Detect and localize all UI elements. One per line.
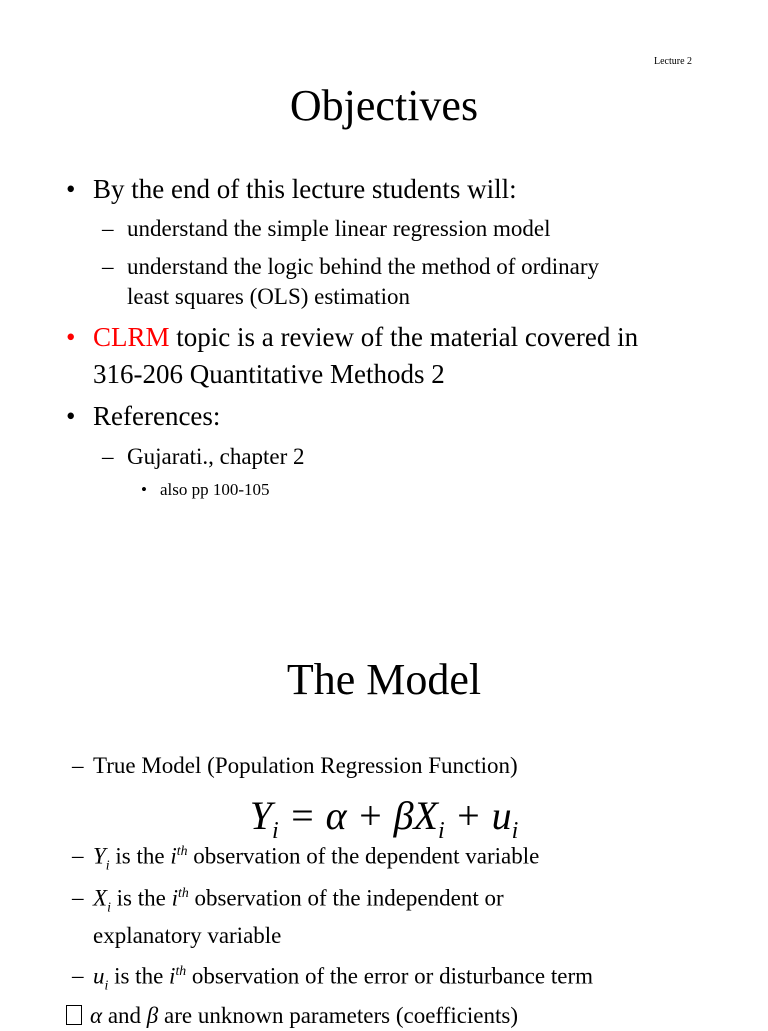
model-item-text: α and β are unknown parameters (coefficients) xyxy=(66,1002,518,1031)
bullet-dot: • xyxy=(66,401,76,431)
missing-glyph-box xyxy=(66,1005,82,1025)
bullet-text: References: xyxy=(93,401,221,431)
sub-bullet-text: Gujarati., chapter 2 xyxy=(127,444,305,469)
slide-header: Lecture 2 xyxy=(654,56,693,67)
bullet-dot: • xyxy=(66,174,76,204)
model-item-text: explanatory variable xyxy=(93,923,282,948)
slide-title-model: The Model xyxy=(286,655,482,704)
model-item-text: $u_i$ is the $i^{th}$ observation of the error or disturbance term xyxy=(93,963,593,993)
clrm-highlight: CLRM xyxy=(93,322,170,352)
regression-equation: $Y_i = \alpha + \beta X_i + u_i$ xyxy=(249,793,519,844)
dash-marker: – xyxy=(72,885,84,910)
model-item-text: $X_i$ is the $i^{th}$ observation of the independent or xyxy=(93,885,504,915)
bullet-text: 316-206 Quantitative Methods 2 xyxy=(93,359,445,389)
bullet-text: By the end of this lecture students will: xyxy=(93,174,517,204)
bullet-dot-small: • xyxy=(141,480,147,499)
bullet-text xyxy=(93,321,638,353)
model-item-text: True Model (Population Regression Function) xyxy=(93,753,518,778)
sub-bullet-text: understand the logic behind the method of ordinary xyxy=(127,254,600,279)
dash-marker: – xyxy=(72,843,84,868)
sub-sub-bullet-text: also pp 100-105 xyxy=(160,480,270,499)
bullet-dot-red: • xyxy=(66,322,76,352)
bullet-text-rest: topic is a review of the material covered in xyxy=(169,322,639,352)
dash-marker: – xyxy=(72,963,84,988)
sub-bullet-text: least squares (OLS) estimation xyxy=(127,284,410,309)
dash-marker: – xyxy=(102,254,114,279)
dash-marker: – xyxy=(102,216,114,241)
dash-marker: – xyxy=(102,444,114,469)
slide-title-objectives: Objectives xyxy=(289,81,479,130)
dash-marker: – xyxy=(72,753,84,778)
sub-bullet-text: understand the simple linear regression model xyxy=(127,216,551,241)
model-item-text: $Y_i$ is the $i^{th}$ observation of the dependent variable xyxy=(93,843,540,873)
